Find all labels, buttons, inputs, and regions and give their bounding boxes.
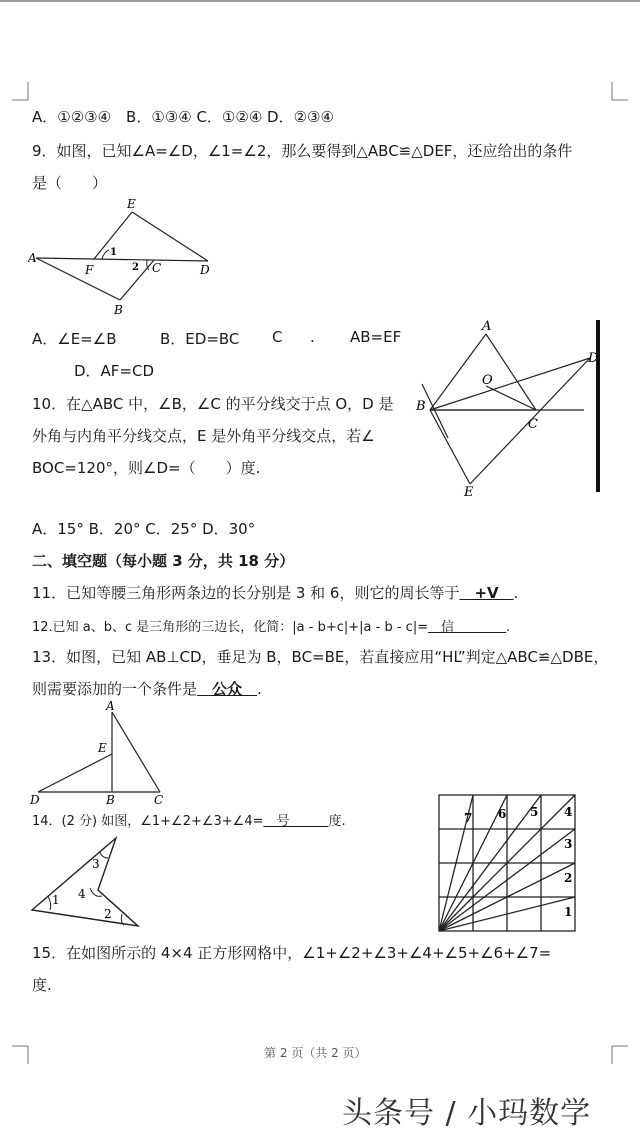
q12-text: 12.已知 a、b、c 是三角形的三边长，化简：|a - b+c|+|a - b - c|= [32,620,429,635]
q15-stem-line1: 15．在如图所示的 4×4 正方形网格中，∠1+∠2+∠3+∠4+∠5+∠6+∠7= [32,944,552,962]
q14 [32,810,346,829]
q13-figure [28,700,178,810]
q9-label-1: 1 [110,247,117,258]
q12-answer: 信 [428,620,507,635]
q14-label-4: 4 [78,887,86,901]
q9-label-2: 2 [132,262,139,273]
q15-stem-line2: 度. [32,976,52,994]
q12-end: . [506,620,511,635]
q9-option-b: B．ED=BC [160,330,240,348]
q13-stem-line2 [32,678,262,699]
q13-answer: 公众 [197,680,258,698]
grid-label-3: 3 [564,837,573,851]
q10-figure [412,316,612,496]
section-title-fill-blank: 二、填空题（每小题 3 分，共 18 分） [32,552,295,570]
q12 [32,616,510,635]
q14-figure [28,830,148,930]
grid-label-5: 5 [530,805,539,819]
q14-text: 14．(2 分) 如图，∠1+∠2+∠3+∠4= [32,814,264,829]
q13-stem-line1: 13．如图，已知 AB⊥CD，垂足为 B，BC=BE，若直接应用“HL”判定△ABC≌△DBE， [32,648,609,666]
q8-options: A．①②③④ B．①③④ C．①②④ D．②③④ [32,108,334,126]
q9-label-e: E [127,197,136,211]
q11 [32,582,518,603]
q10-label-a: A [482,319,492,334]
q14-label-1: 1 [52,893,60,907]
q10-label-e: E [464,485,474,496]
grid-label-4: 4 [564,805,573,819]
q9-label-a: A [28,251,37,265]
q13-label-e: E [98,741,107,755]
q14-answer: 号 [263,814,329,829]
q10-label-c: C [528,417,538,432]
q13-label-d: D [30,793,40,807]
q9-option-d: D．AF=CD [74,362,155,380]
q14-end: 度. [328,814,346,829]
q13-label-c: C [154,793,164,807]
q13-label-a: A [106,700,115,713]
q11-answer: +V [459,584,514,602]
q9-label-b: B [114,303,123,316]
q9-stem-line2: 是（ ） [32,174,108,192]
grid-label-7: 7 [464,811,473,825]
q10-label-o: O [482,373,493,388]
q10-stem-line3: BOC=120°，则∠D=（ ）度. [32,459,261,477]
q10-stem-line1: 10．在△ABC 中，∠B，∠C 的平分线交于点 O，D 是 [32,395,394,413]
q9-label-d: D [200,263,210,277]
grid-label-2: 2 [564,871,573,885]
q11-text: 11．已知等腰三角形两条边的长分别是 3 和 6，则它的周长等于 [32,584,460,602]
watermark: 头条号 / 小玛数学 [342,1096,592,1131]
q13-label-b: B [106,793,115,807]
q9-option-c-label: C [272,328,283,346]
q13-end: . [257,680,262,698]
grid-label-1: 1 [564,905,573,919]
q10-label-d: D [588,351,599,366]
page-footer: 第 2 页（共 2 页） [264,1046,367,1060]
q14-label-3: 3 [92,857,100,871]
q9-option-c-dot: . [310,328,315,346]
q10-options: A．15° B．20° C．25° D．30° [32,520,256,538]
q9-figure [28,196,228,316]
q10-stem-line2: 外角与内角平分线交点，E 是外角平分线交点，若∠ [32,427,375,445]
q13-text: 则需要添加的一个条件是 [32,680,198,698]
q10-label-b: B [416,399,426,414]
q11-end: . [513,584,519,602]
grid-label-6: 6 [498,807,507,821]
q9-option-a: A．∠E=∠B [32,330,117,348]
q9-stem-line1: 9．如图，已知∠A=∠D，∠1=∠2，那么要得到△ABC≌△DEF，还应给出的条件 [32,142,573,160]
q15-grid-figure [436,792,582,938]
q14-label-2: 2 [104,907,112,921]
q9-label-c: C [152,261,162,275]
q9-label-f: F [85,263,94,277]
q9-option-c-text: AB=EF [350,328,402,346]
